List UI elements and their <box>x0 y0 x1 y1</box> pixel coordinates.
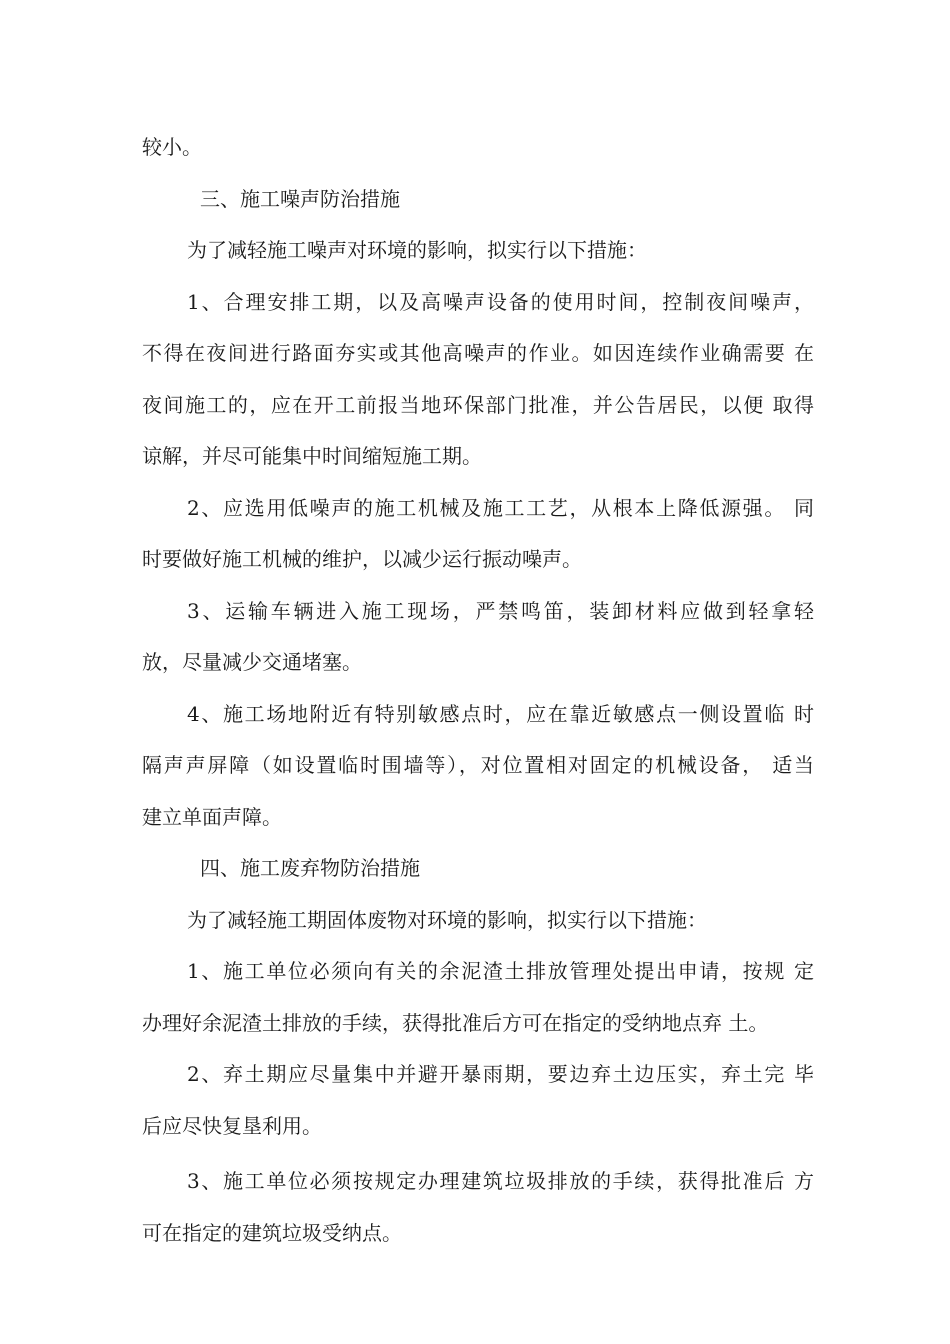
text-line: 3、施工单位必须按规定办理建筑垃圾排放的手续，获得批准后 方 <box>187 1169 814 1193</box>
text-line: 可在指定的建筑垃圾受纳点。 <box>142 1220 402 1245</box>
text-line: 办理好余泥渣土排放的手续，获得批准后方可在指定的受纳地点弃 土。 <box>142 1010 769 1035</box>
paragraph-continuation: 较小。 <box>142 135 202 159</box>
section-4-item-2 <box>142 1049 814 1152</box>
text-line: 2、应选用低噪声的施工机械及施工工艺，从根本上降低源强。 同 <box>187 495 814 520</box>
section-heading-4: 四、施工废弃物防治措施 <box>200 856 420 880</box>
document-body <box>142 122 814 1259</box>
text-line: 2、弃土期应尽量集中并避开暴雨期，要边弃土边压实，弃土完 毕 <box>187 1062 814 1086</box>
section-3-item-3 <box>142 586 814 689</box>
section-4-item-3 <box>142 1156 814 1259</box>
text-line: 放，尽量减少交通堵塞。 <box>142 650 362 674</box>
section-4-item-1 <box>142 946 814 1049</box>
text-line: 谅解，并尽可能集中时间缩短施工期。 <box>142 444 482 468</box>
section-4-intro: 为了减轻施工期固体废物对环境的影响，拟实行以下措施： <box>187 907 707 932</box>
text-line: 建立单面声障。 <box>142 804 282 829</box>
text-line: 3、运输车辆进入施工现场，严禁鸣笛，装卸材料应做到轻拿轻 <box>187 598 814 623</box>
text-line: 不得在夜间进行路面夯实或其他高噪声的作业。如因连续作业确需要 在 <box>142 341 814 365</box>
text-line: 4、施工场地附近有特别敏感点时，应在靠近敏感点一侧设置临 时 <box>187 701 814 726</box>
text-line: 夜间施工的，应在开工前报当地环保部门批准，并公告居民，以便 取得 <box>142 392 814 417</box>
section-3-item-2 <box>142 483 814 586</box>
text-line: 时要做好施工机械的维护，以减少运行振动噪声。 <box>142 547 582 571</box>
section-3-item-1 <box>142 277 814 483</box>
text-line: 1、合理安排工期，以及高噪声设备的使用时间，控制夜间噪声， <box>187 289 814 314</box>
text-line: 后应尽快复垦利用。 <box>142 1113 322 1138</box>
text-line: 隔声声屏障（如设置临时围墙等），对位置相对固定的机械设备， 适当 <box>142 753 814 777</box>
section-3-item-4 <box>142 689 814 844</box>
section-3-intro: 为了减轻施工噪声对环境的影响，拟实行以下措施： <box>187 238 647 262</box>
section-heading-3: 三、施工噪声防治措施 <box>200 186 400 211</box>
text-line: 1、施工单位必须向有关的余泥渣土排放管理处提出申请，按规 定 <box>187 959 814 983</box>
